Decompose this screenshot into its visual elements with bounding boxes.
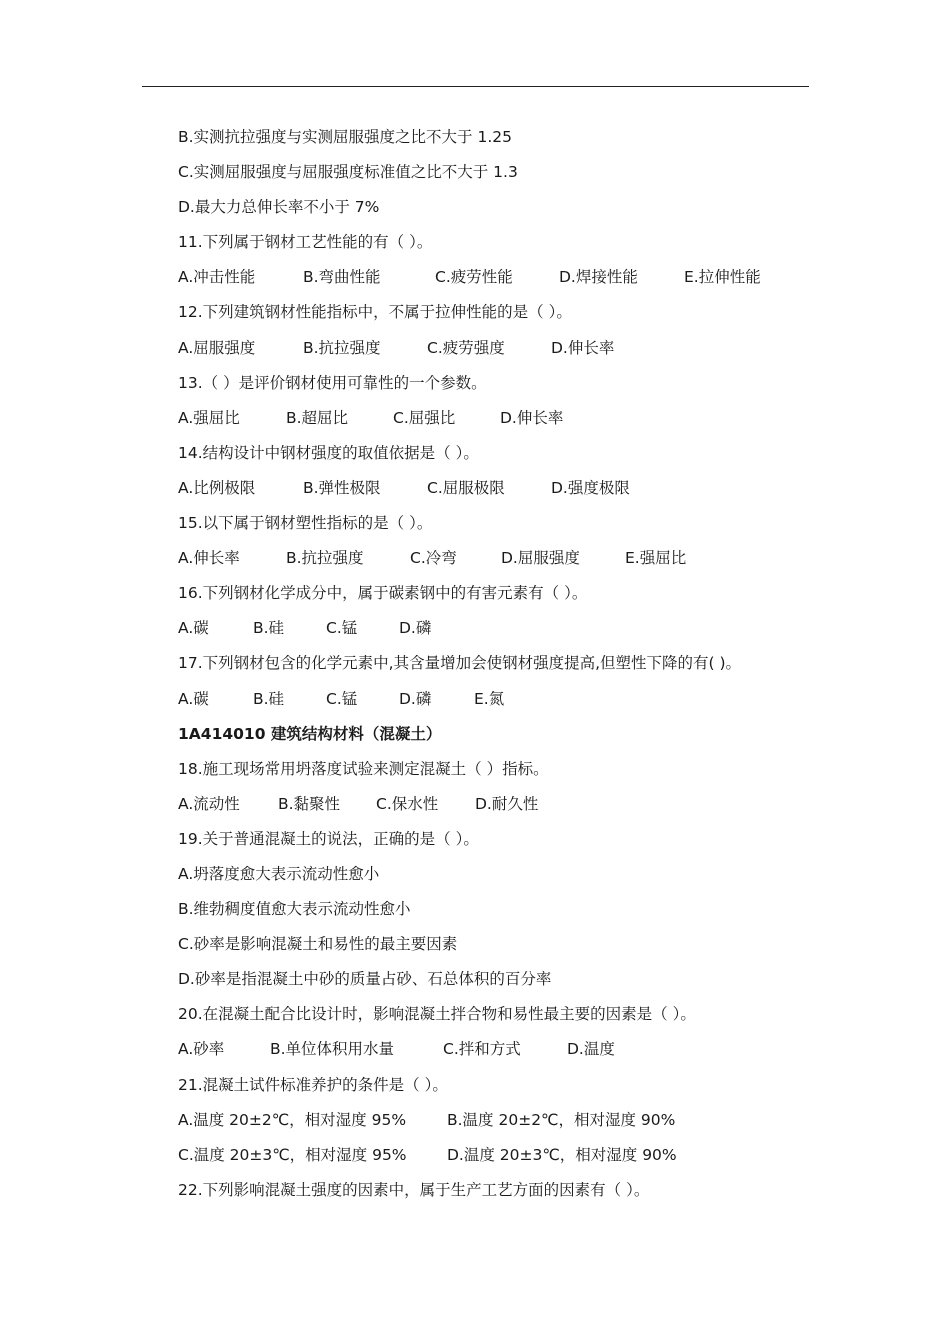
- answer-option: C.拌和方式: [443, 1040, 521, 1059]
- answer-option: D.温度: [567, 1040, 615, 1059]
- answer-option: A.强屈比: [178, 408, 240, 427]
- text-line: 21.混凝土试件标准养护的条件是（ ）。: [178, 1075, 448, 1094]
- answer-option: B.单位体积用水量: [270, 1040, 395, 1059]
- answer-option: B.温度 20±2℃，相对湿度 90%: [447, 1110, 676, 1129]
- text-line: 14.结构设计中钢材强度的取值依据是（ ）。: [178, 443, 479, 462]
- text-line: 22.下列影响混凝土强度的因素中，属于生产工艺方面的因素有（ ）。: [178, 1180, 650, 1199]
- answer-option: C.冷弯: [410, 549, 457, 568]
- answer-options: [178, 473, 818, 508]
- text-line: B.实测抗拉强度与实测屈服强度之比不大于 1.25: [178, 128, 513, 146]
- answer-option: D.温度 20±3℃，相对湿度 90%: [447, 1145, 677, 1164]
- answer-option: B.抗拉强度: [303, 338, 381, 357]
- answer-option: A.伸长率: [178, 549, 240, 568]
- answer-option: E.氮: [474, 689, 505, 708]
- answer-options: [178, 1140, 818, 1175]
- text-line: 17.下列钢材包含的化学元素中,其含量增加会使钢材强度提高,但塑性下降的有( )。: [178, 654, 742, 673]
- answer-option: A.比例极限: [178, 478, 256, 497]
- text-line: C.实测屈服强度与屈服强度标准值之比不大于 1.3: [178, 163, 518, 182]
- answer-option: E.拉伸性能: [684, 268, 761, 287]
- answer-option: D.伸长率: [551, 338, 615, 357]
- answer-option: A.砂率: [178, 1040, 225, 1059]
- answer-options: [178, 684, 818, 719]
- answer-options: [178, 1034, 818, 1069]
- answer-options: [178, 789, 818, 824]
- answer-option: B.硅: [253, 619, 285, 638]
- section-heading: 1A414010 建筑结构材料（混凝土）: [178, 724, 442, 743]
- answer-option: C.屈强比: [393, 408, 456, 427]
- answer-option: C.疲劳性能: [435, 268, 513, 287]
- answer-options: [178, 262, 818, 297]
- answer-option: A.冲击性能: [178, 268, 256, 287]
- answer-options: [178, 333, 818, 368]
- text-line: 20.在混凝土配合比设计时，影响混凝土拌合物和易性最主要的因素是（ ）。: [178, 1005, 696, 1024]
- answer-option: A.流动性: [178, 794, 240, 813]
- answer-option: C.屈服极限: [427, 478, 505, 497]
- answer-option: D.强度极限: [551, 478, 630, 497]
- text-line: 13.（ ）是评价钢材使用可靠性的一个参数。: [178, 373, 487, 392]
- answer-option: A.温度 20±2℃，相对湿度 95%: [178, 1110, 407, 1129]
- answer-option: D.焊接性能: [559, 268, 638, 287]
- text-line: 16.下列钢材化学成分中，属于碳素钢中的有害元素有（ ）。: [178, 584, 588, 603]
- answer-options: [178, 1105, 818, 1140]
- text-line: C.砂率是影响混凝土和易性的最主要因素: [178, 935, 458, 954]
- answer-option: C.锰: [326, 689, 358, 708]
- document-body: [178, 122, 818, 1210]
- answer-option: A.碳: [178, 619, 209, 638]
- answer-option: E.强屈比: [625, 549, 687, 568]
- answer-options: [178, 613, 818, 648]
- answer-option: A.屈服强度: [178, 338, 256, 357]
- text-line: D.砂率是指混凝土中砂的质量占砂、石总体积的百分率: [178, 970, 552, 989]
- answer-option: B.超屈比: [286, 408, 349, 427]
- answer-option: D.伸长率: [500, 408, 564, 427]
- text-line: 19.关于普通混凝土的说法，正确的是（ ）。: [178, 829, 479, 848]
- answer-option: C.保水性: [376, 794, 439, 813]
- answer-option: B.弹性极限: [303, 478, 381, 497]
- text-line: 15.以下属于钢材塑性指标的是（ ）。: [178, 514, 433, 533]
- answer-option: B.硅: [253, 689, 285, 708]
- answer-option: C.锰: [326, 619, 358, 638]
- answer-options: [178, 403, 818, 438]
- text-line: B.维勃稠度值愈大表示流动性愈小: [178, 900, 411, 919]
- answer-option: D.磷: [399, 619, 432, 638]
- answer-option: B.抗拉强度: [286, 549, 364, 568]
- answer-option: C.温度 20±3℃，相对湿度 95%: [178, 1145, 407, 1164]
- text-line: 11.下列属于钢材工艺性能的有（ ）。: [178, 233, 433, 252]
- answer-option: C.疲劳强度: [427, 338, 505, 357]
- text-line: 18.施工现场常用坍落度试验来测定混凝土（ ）指标。: [178, 759, 549, 778]
- answer-option: D.屈服强度: [501, 549, 580, 568]
- text-line: A.坍落度愈大表示流动性愈小: [178, 864, 380, 883]
- header-rule: [142, 86, 809, 87]
- answer-option: B.弯曲性能: [303, 268, 381, 287]
- answer-option: B.黏聚性: [278, 794, 341, 813]
- answer-option: D.耐久性: [475, 794, 539, 813]
- text-line: D.最大力总伸长率不小于 7%: [178, 198, 380, 217]
- answer-option: A.碳: [178, 689, 209, 708]
- answer-options: [178, 543, 818, 578]
- answer-option: D.磷: [399, 689, 432, 708]
- text-line: 12.下列建筑钢材性能指标中，不属于拉伸性能的是（ ）。: [178, 303, 572, 322]
